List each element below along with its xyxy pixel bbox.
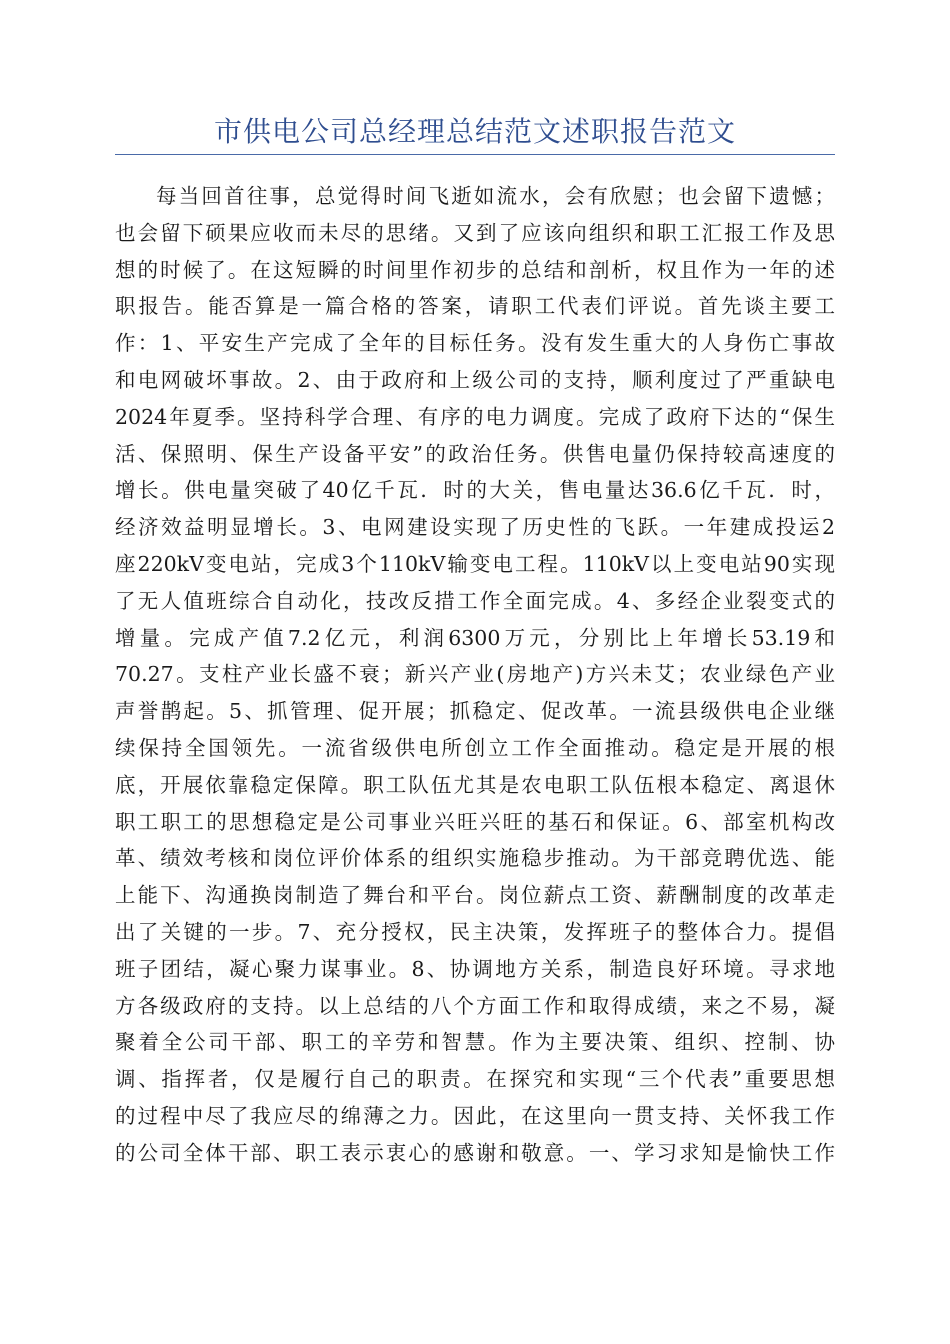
text-line: 座220kV变电站，完成3个110kV输变电工程。110kV以上变电站90实现 <box>115 551 835 576</box>
text-line: 续保持全国领先。一流省级供电所创立工作全面推动。稳定是开展的根 <box>115 735 835 760</box>
text-line: 上能下、沟通换岗制造了舞台和平台。岗位薪点工资、薪酬制度的改革走 <box>115 883 835 908</box>
text-line: 底，开展依靠稳定保障。职工队伍尤其是农电职工队伍根本稳定、离退休 <box>115 772 835 797</box>
text-line: 职报告。能否算是一篇合格的答案，请职工代表们评说。首先谈主要工 <box>115 294 835 319</box>
text-line: 方各级政府的支持。以上总结的八个方面工作和取得成绩，来之不易，凝 <box>115 993 835 1018</box>
text-line: 增长。供电量突破了40亿千瓦．时的大关，售电量达36.6亿千瓦．时， <box>115 478 835 503</box>
text-line: 也会留下硕果应收而未尽的思绪。又到了应该向组织和职工汇报工作及思 <box>115 220 835 245</box>
text-line: 增量。完成产值7.2亿元，利润6300万元，分别比上年增长53.19和 <box>115 625 835 650</box>
text-line: 的过程中尽了我应尽的绵薄之力。因此，在这里向一贯支持、关怀我工作 <box>115 1103 835 1128</box>
page-title: 市供电公司总经理总结范文述职报告范文 <box>213 115 736 148</box>
text-line: 革、绩效考核和岗位评价体系的组织实施稳步推动。为干部竞聘优选、能 <box>115 846 835 871</box>
text-line: 聚着全公司干部、职工的辛劳和智慧。作为主要决策、组织、控制、协 <box>115 1030 835 1055</box>
text-line: 调、指挥者，仅是履行自己的职责。在探究和实现“三个代表”重要思想 <box>115 1067 835 1092</box>
text-line: 了无人值班综合自动化，技改反措工作全面完成。4、多经企业裂变式的 <box>115 588 835 613</box>
text-line: 70.27。支柱产业长盛不衰；新兴产业(房地产)方兴未艾；农业绿色产业 <box>115 662 835 687</box>
text-line: 2024年夏季。坚持科学合理、有序的电力调度。完成了政府下达的“保生 <box>115 404 835 429</box>
text-line: 班子团结，凝心聚力谋事业。8、协调地方关系，制造良好环境。寻求地 <box>115 956 835 981</box>
text-line: 活、保照明、保生产设备平安”的政治任务。供售电量仍保持较高速度的 <box>115 441 835 466</box>
body-paragraph <box>115 178 835 1172</box>
text-line: 和电网破坏事故。2、由于政府和上级公司的支持，顺利度过了严重缺电 <box>115 367 835 392</box>
text-line: 出了关键的一步。7、充分授权，民主决策，发挥班子的整体合力。提倡 <box>115 919 835 944</box>
text-line: 想的时候了。在这短瞬的时间里作初步的总结和剖析，权且作为一年的述 <box>115 257 835 282</box>
text-line: 作：1、平安生产完成了全年的目标任务。没有发生重大的人身伤亡事故 <box>115 331 835 356</box>
text-line: 每当回首往事，总觉得时间飞逝如流水，会有欣慰；也会留下遗憾； <box>156 184 835 208</box>
text-line: 职工职工的思想稳定是公司事业兴旺兴旺的基石和保证。6、部室机构改 <box>115 809 835 834</box>
text-line: 声誉鹊起。5、抓管理、促开展；抓稳定、促改革。一流县级供电企业继 <box>115 699 835 724</box>
title-underline <box>115 154 835 155</box>
text-line: 的公司全体干部、职工表示衷心的感谢和敬意。一、学习求知是愉快工作 <box>115 1140 835 1165</box>
text-line: 经济效益明显增长。3、电网建设实现了历史性的飞跃。一年建成投运2 <box>115 515 835 540</box>
